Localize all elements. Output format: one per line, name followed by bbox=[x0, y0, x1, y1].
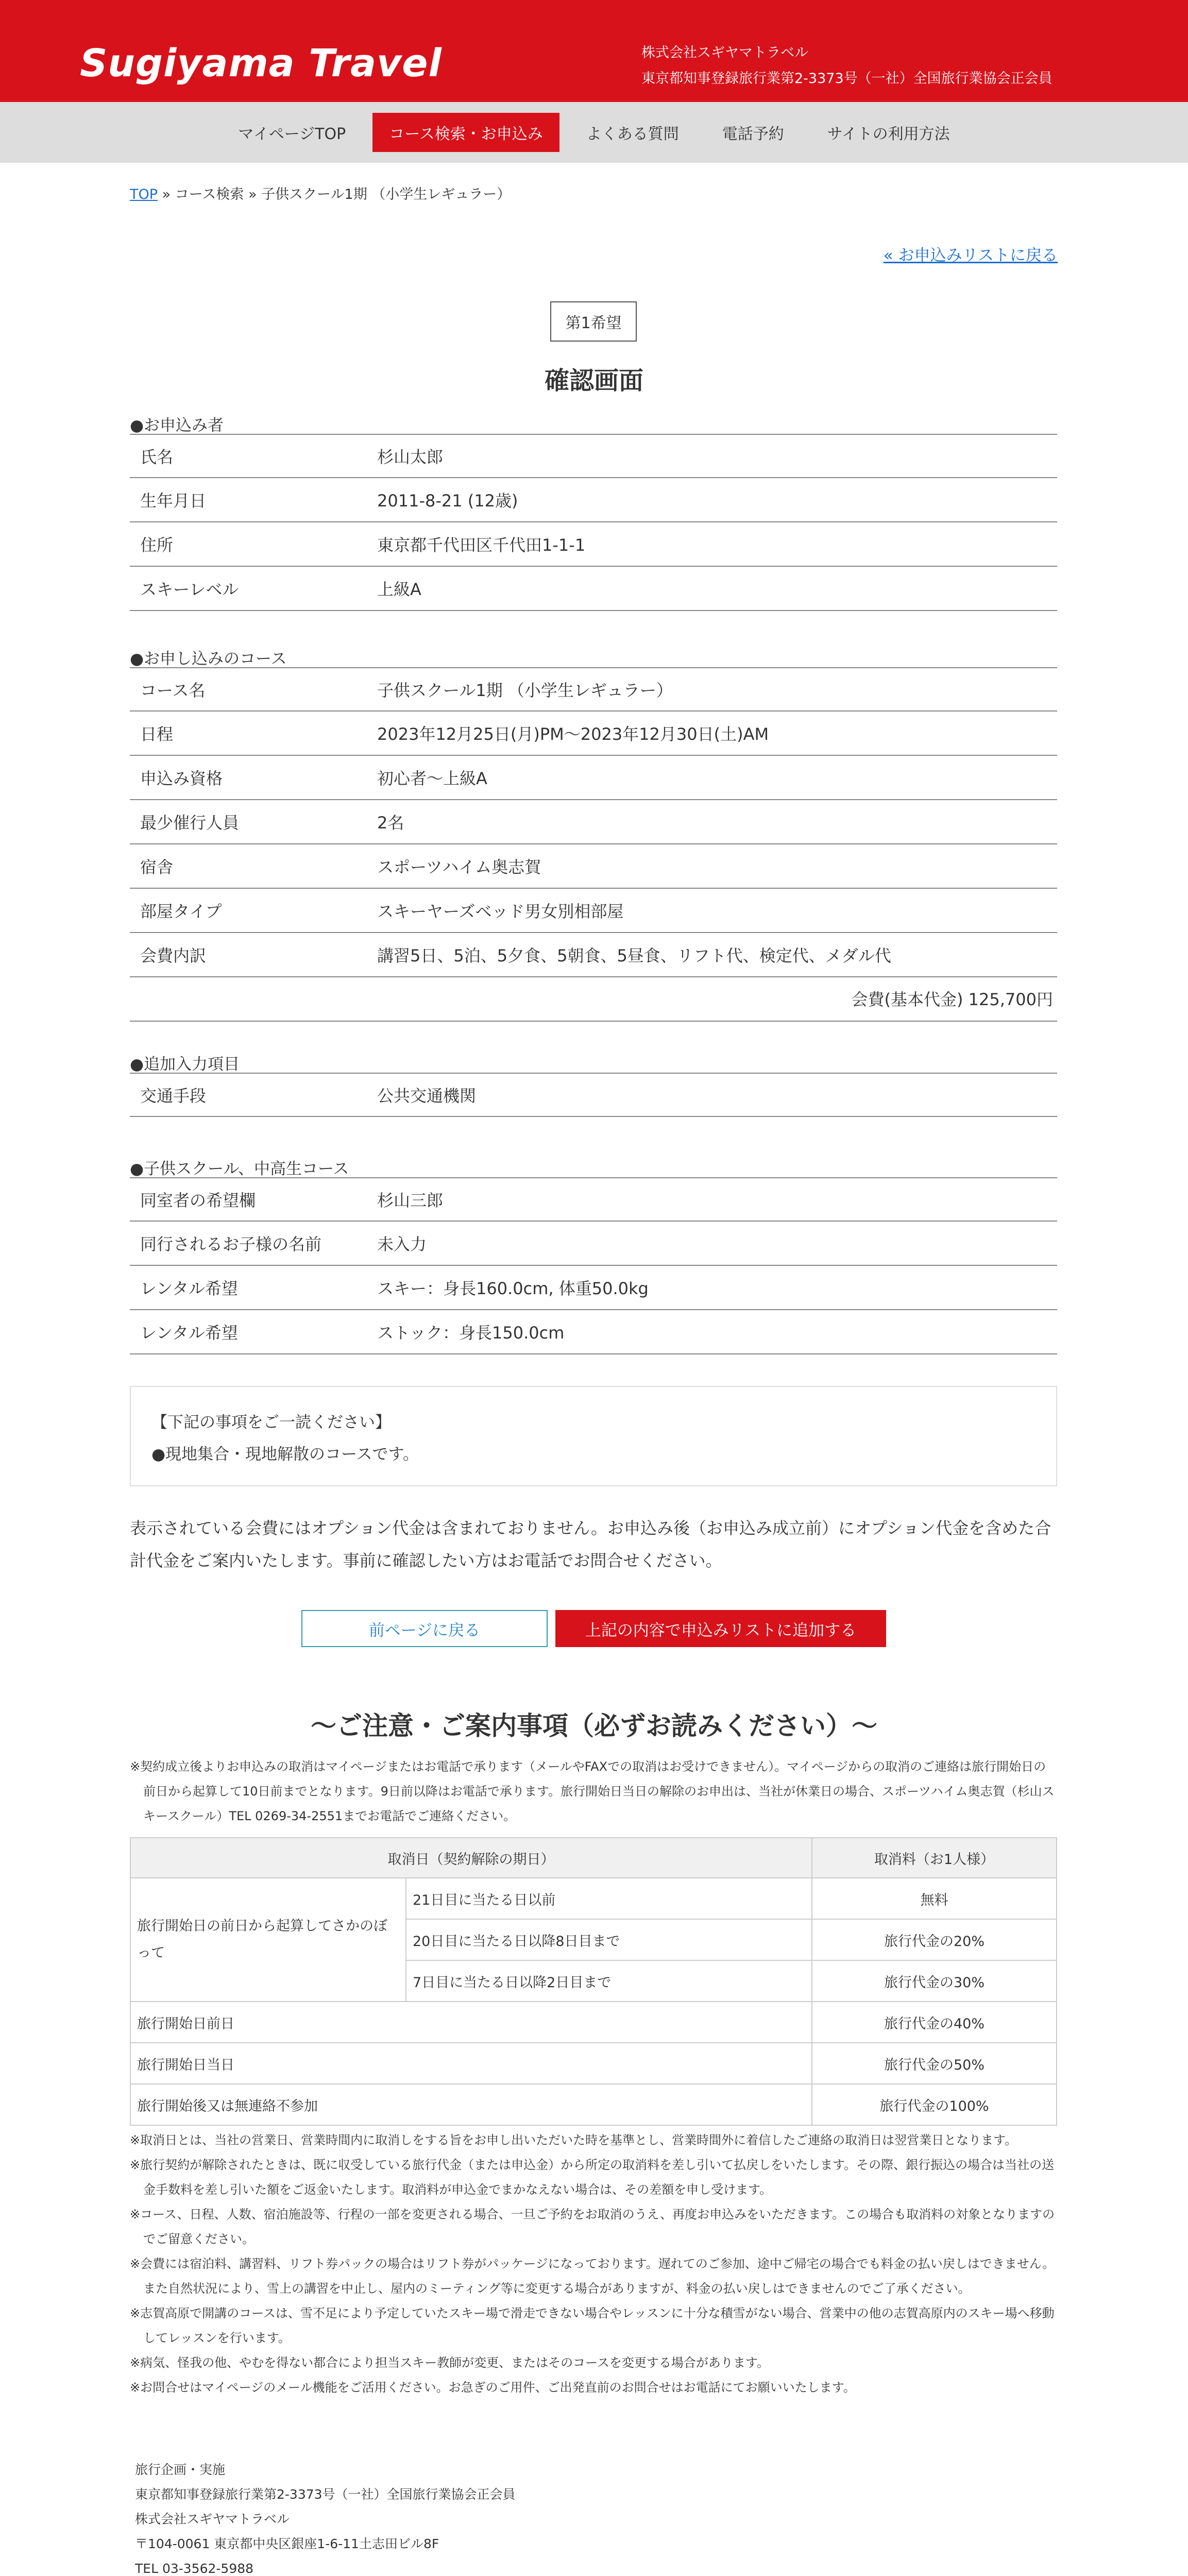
cancel-row-fee: 旅行代金の40% bbox=[812, 2002, 1057, 2043]
section-heading: ●子供スクール、中高生コース bbox=[130, 1160, 349, 1178]
breadcrumb-top[interactable]: TOP bbox=[130, 187, 158, 202]
row-value: 2名 bbox=[377, 813, 404, 833]
kids-section bbox=[130, 1156, 1057, 1354]
table-row bbox=[130, 711, 1057, 756]
extra-table bbox=[130, 1073, 1057, 1117]
table-row bbox=[130, 933, 1057, 977]
cancel-row-date: 旅行開始日前日 bbox=[130, 2002, 812, 2043]
table-row bbox=[130, 478, 1057, 522]
agency-line: 東京都知事登録旅行業第2-3373号（一社）全国旅行業協会正会員 bbox=[135, 2487, 516, 2502]
company-registration: 東京都知事登録旅行業第2-3373号（一社）全国旅行業協会正会員 bbox=[641, 71, 1053, 87]
cancel-fee-table bbox=[130, 1837, 1057, 2126]
cancel-row-date: 7日目に当たる日以降2日目まで bbox=[406, 1960, 812, 2002]
row-label: レンタル希望 bbox=[140, 1323, 238, 1343]
breadcrumb-sep: » bbox=[158, 187, 175, 202]
nav-course-search[interactable]: コース検索・お申込み bbox=[372, 113, 559, 152]
section-heading: ●追加入力項目 bbox=[130, 1055, 240, 1074]
cancel-row-fee: 無料 bbox=[812, 1878, 1057, 1919]
cancel-row-date: 旅行開始後又は無連絡不参加 bbox=[130, 2084, 812, 2125]
section-heading: ●お申込み者 bbox=[130, 416, 224, 435]
table-row bbox=[130, 1177, 1057, 1222]
caution-intro: ※契約成立後よりお申込みの取消はマイページまたはお電話で承ります（メールやFAXでの取消はお受けできません）。マイページからの取消のご連絡は旅行開始日の前日から起算して10日前までとなります。9日前以降はお電話で承ります。旅行開始日当日の解除のお申出は、当社が休業日の場合、スポーツハイム奥志賀（杉山スキースクール）TEL 0269-34-2551までお電話でご連絡ください。 bbox=[130, 1759, 1055, 1823]
row-value: 杉山三郎 bbox=[377, 1191, 444, 1210]
page-title: 確認画面 bbox=[544, 366, 643, 395]
cancel-row-fee: 旅行代金の30% bbox=[812, 1960, 1057, 2002]
row-value: スキーヤーズベッド男女別相部屋 bbox=[377, 902, 624, 921]
option-fee-text: 表示されている会費にはオプション代金は含まれておりません。お申込み後（お申込み成立前）にオプション代金を含めた合計代金をご案内いたします。事前に確認したい方はお電話でお問合せください。 bbox=[130, 1518, 1051, 1570]
note-item: ※旅行契約が解除されたときは、既に収受している旅行代金（または申込金）から所定の取消料を差し引いて払戻しをいたします。その際、銀行振込の場合は当社の送金手数料を差し引いた額をご返金いたします。取消料が申込金でまかなえない場合は、その差額を申し受けます。 bbox=[130, 2158, 1055, 2197]
row-value: 2023年12月25日(月)PM〜2023年12月30日(土)AM bbox=[377, 724, 769, 744]
row-label: レンタル希望 bbox=[140, 1279, 238, 1298]
applicant-section bbox=[130, 412, 1057, 611]
note-item: ※病気、怪我の他、やむを得ない都合により担当スキー教師が変更、またはそのコースを変更する場合があります。 bbox=[130, 2355, 769, 2370]
row-label: 最少催行人員 bbox=[140, 813, 240, 833]
note-item: ※取消日とは、当社の営業日、営業時間内に取消しをする旨をお申し出いただいた時を基準とし、営業時間外に着信したご連絡の取消日は翌営業日となります。 bbox=[130, 2133, 1017, 2147]
breadcrumb-current: 子供スクール1期 （小学生レギュラー） bbox=[261, 187, 511, 202]
nav-mypage[interactable]: マイページTOP bbox=[238, 125, 346, 143]
breadcrumb-sep: » bbox=[244, 187, 262, 202]
table-row bbox=[130, 800, 1057, 844]
row-label: 同行されるお子様の名前 bbox=[140, 1234, 322, 1254]
fee-total: 会費(基本代金) 125,700円 bbox=[130, 977, 1057, 1022]
back-to-list-link[interactable]: « お申込みリストに戻る bbox=[883, 246, 1058, 265]
row-value: 未入力 bbox=[377, 1234, 427, 1254]
table-row bbox=[130, 1266, 1057, 1310]
row-label: 申込み資格 bbox=[140, 769, 223, 788]
table-row bbox=[130, 756, 1057, 800]
notice-box bbox=[130, 1386, 1057, 1486]
row-label: 交通手段 bbox=[140, 1086, 207, 1106]
caution-notes bbox=[130, 2128, 1057, 2400]
row-value: 杉山太郎 bbox=[377, 447, 444, 467]
extra-section bbox=[130, 1051, 1057, 1117]
table-row bbox=[130, 567, 1057, 611]
row-label: 同室者の希望欄 bbox=[140, 1191, 256, 1210]
note-item: ※会費には宿泊料、講習料、リフト券パックの場合はリフト券がパッケージになっております。遅れてのご参加、途中ご帰宅の場合でも料金の払い戻しはできません。また自然状況により、雪上の講習を中止し、屋内のミーティング等に変更する場合がありますが、料金の払い戻しはできませんのでご了承ください。 bbox=[130, 2257, 1055, 2296]
course-section bbox=[130, 646, 1057, 1022]
table-row bbox=[130, 522, 1057, 567]
row-label: 宿舎 bbox=[140, 857, 174, 877]
agency-info bbox=[135, 2458, 596, 2576]
row-label: 部屋タイプ bbox=[140, 902, 222, 921]
table-row bbox=[130, 1310, 1057, 1354]
row-label: 住所 bbox=[140, 535, 174, 555]
row-label: 会費内訳 bbox=[140, 946, 207, 965]
cancel-row-fee: 旅行代金の100% bbox=[812, 2084, 1057, 2125]
table-row bbox=[130, 667, 1057, 711]
section-heading: ●お申し込みのコース bbox=[130, 650, 287, 668]
cancel-row-fee: 旅行代金の20% bbox=[812, 1919, 1057, 1960]
nav-phone-booking[interactable]: 電話予約 bbox=[722, 125, 784, 143]
row-label: コース名 bbox=[140, 681, 206, 700]
header-company bbox=[641, 40, 1053, 92]
breadcrumb bbox=[130, 183, 511, 203]
row-label: スキーレベル bbox=[140, 580, 239, 599]
table-row bbox=[130, 889, 1057, 933]
row-value: 講習5日、5泊、5夕食、5朝食、5昼食、リフト代、検定代、メダル代 bbox=[377, 946, 891, 965]
row-value: 2011-8-21 (12歳) bbox=[377, 491, 518, 511]
kids-table bbox=[130, 1177, 1057, 1354]
table-row bbox=[130, 844, 1057, 889]
notice-title: 【下記の事項をご一読ください】 bbox=[151, 1413, 391, 1432]
cancel-row-date: 20日目に当たる日以降8日目まで bbox=[406, 1919, 812, 1960]
add-to-list-button[interactable]: 上記の内容で申込みリストに追加する bbox=[555, 1610, 886, 1647]
choice-badge: 第1希望 bbox=[550, 301, 637, 342]
applicant-table bbox=[130, 434, 1057, 611]
cancel-row-date: 旅行開始日当日 bbox=[130, 2043, 812, 2084]
note-item: ※お問合せはマイページのメール機能をご活用ください。お急ぎのご用件、ご出発直前のお問合せはお電話にてお願いいたします。 bbox=[130, 2380, 856, 2395]
note-item: ※コース、日程、人数、宿泊施設等、行程の一部を変更される場合、一旦ご予約をお取消のうえ、再度お申込みをいただきます。この場合も取消料の対象となりますのでご留意ください。 bbox=[130, 2207, 1055, 2246]
nav-how-to-use[interactable]: サイトの利用方法 bbox=[827, 125, 950, 143]
course-table bbox=[130, 667, 1057, 977]
row-value: スポーツハイム奥志賀 bbox=[377, 857, 541, 877]
company-name: 株式会社スギヤマトラベル bbox=[641, 45, 808, 61]
row-value: 初心者〜上級A bbox=[377, 769, 487, 788]
row-value: スキー：身長160.0cm, 体重50.0kg bbox=[377, 1279, 649, 1298]
main-nav bbox=[0, 102, 1188, 163]
note-item: ※志賀高原で開講のコースは、雪不足により予定していたスキー場で滑走できない場合やレッスンに十分な積雪がない場合、営業中の他の志賀高原内のスキー場へ移動してレッスンを行います。 bbox=[130, 2306, 1055, 2345]
row-value: 東京都千代田区千代田1-1-1 bbox=[377, 535, 586, 555]
row-value: 公共交通機関 bbox=[377, 1086, 477, 1106]
row-value: ストック：身長150.0cm bbox=[377, 1323, 565, 1343]
agency-line: TEL 03-3562-5988 bbox=[135, 2561, 254, 2576]
cancel-header-date: 取消日（契約解除の期日） bbox=[130, 1838, 812, 1878]
row-value: 子供スクール1期 （小学生レギュラー） bbox=[377, 681, 673, 700]
cancel-row-date: 21日目に当たる日以前 bbox=[406, 1878, 812, 1919]
header bbox=[0, 0, 1188, 102]
caution-heading: 〜ご注意・ご案内事項（必ずお読みください）〜 bbox=[311, 1711, 877, 1741]
cancel-group-text: 旅行開始日の前日から起算してさかのぼって bbox=[137, 1918, 387, 1961]
agency-line: 〒104-0061 東京都中央区銀座1-6-11土志田ビル8F bbox=[135, 2536, 439, 2551]
row-label: 生年月日 bbox=[140, 491, 207, 511]
nav-faq[interactable]: よくある質問 bbox=[586, 125, 679, 143]
table-row bbox=[130, 434, 1057, 478]
agency-line: 旅行企画・実施 bbox=[135, 2462, 226, 2477]
breadcrumb-search: コース検索 bbox=[175, 187, 244, 202]
back-button[interactable]: 前ページに戻る bbox=[301, 1610, 548, 1647]
notice-text: ●現地集合・現地解散のコースです。 bbox=[151, 1445, 419, 1464]
cancel-header-fee: 取消料（お1人様） bbox=[812, 1838, 1057, 1878]
cancel-row-fee: 旅行代金の50% bbox=[812, 2043, 1057, 2084]
row-value: 上級A bbox=[377, 580, 421, 599]
agency-line: 株式会社スギヤマトラベル bbox=[135, 2512, 290, 2527]
table-row bbox=[130, 1222, 1057, 1266]
table-row bbox=[130, 1073, 1057, 1117]
cancel-group-label bbox=[130, 1878, 406, 2002]
row-label: 日程 bbox=[140, 724, 174, 744]
row-label: 氏名 bbox=[140, 447, 174, 467]
logo[interactable]: Sugiyama Travel bbox=[80, 41, 442, 86]
